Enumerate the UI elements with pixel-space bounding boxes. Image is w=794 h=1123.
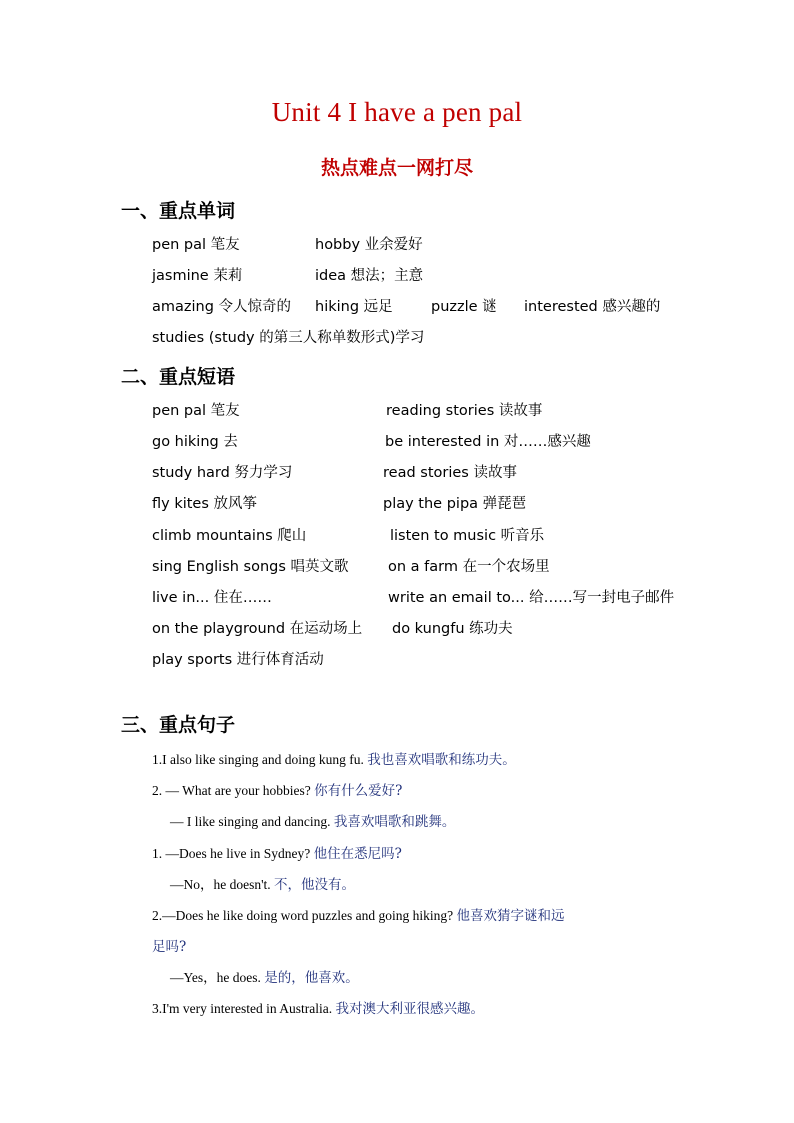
sentence-line: [152, 749, 516, 771]
vocab-item: hiking 远足: [315, 299, 393, 315]
phrase-item: climb mountains 爬山: [152, 528, 307, 544]
phrase-row: [0, 556, 794, 578]
sentence-line: [170, 811, 455, 833]
phrase-item: study hard 努力学习: [152, 465, 293, 481]
section-heading-key-phrases: 二、重点短语: [121, 366, 236, 388]
sentence-line: [152, 998, 484, 1020]
sentence-chinese: 是的，他喜欢。: [264, 970, 359, 986]
phrase-item: be interested in 对……感兴趣: [385, 434, 591, 450]
sentence-line: [170, 967, 359, 989]
vocab-item: pen pal 笔友: [152, 237, 240, 253]
phrase-row: [0, 525, 794, 547]
sentence-chinese: 他住在悉尼吗?: [313, 846, 402, 862]
sentence-chinese: 不，他没有。: [274, 877, 356, 893]
page-title: Unit 4 I have a pen pal: [271, 97, 523, 127]
phrase-item: fly kites 放风筝: [152, 496, 258, 512]
sentence-line: [152, 936, 186, 958]
sentence-chinese: 我对澳大利亚很感兴趣。: [335, 1001, 485, 1017]
sentence-chinese: 你有什么爱好?: [314, 783, 403, 799]
vocab-item: studies (study 的第三人称单数形式)学习: [152, 330, 425, 346]
vocab-row: [0, 327, 794, 349]
phrase-row: [0, 400, 794, 422]
sentence-chinese: 我也喜欢唱歌和练功夫。: [367, 752, 516, 768]
phrase-row: [0, 493, 794, 515]
vocab-item: amazing 令人惊奇的: [152, 299, 292, 315]
vocab-item: puzzle 谜: [431, 299, 497, 315]
sentence-chinese: 我喜欢唱歌和跳舞。: [333, 814, 456, 830]
phrase-item: pen pal 笔友: [152, 403, 240, 419]
phrase-row: [0, 431, 794, 453]
phrase-item: listen to music 听音乐: [390, 528, 545, 544]
sentence-line: [152, 905, 564, 927]
phrase-item: read stories 读故事: [383, 465, 517, 481]
sentence-chinese: 他喜欢猜字谜和远: [456, 908, 565, 924]
sentence-chinese: 足吗?: [152, 939, 187, 955]
phrase-row: [0, 587, 794, 609]
phrase-item: do kungfu 练功夫: [392, 621, 513, 637]
phrase-item: play sports 进行体育活动: [152, 652, 324, 668]
sentence-english: 2. — What are your hobbies?: [152, 783, 315, 798]
phrase-item: live in... 住在……: [152, 590, 272, 606]
vocab-row: [0, 296, 794, 318]
sentence-english: —Yes，he does.: [170, 970, 265, 985]
sentence-english: 1. —Does he live in Sydney?: [152, 846, 314, 861]
page-subtitle: 热点难点一网打尽: [320, 157, 473, 179]
phrase-item: go hiking 去: [152, 434, 238, 450]
sentence-english: —No，he doesn't.: [170, 877, 275, 892]
phrase-row: [0, 649, 794, 671]
sentence-english: 2.—Does he like doing word puzzles and going hiking?: [152, 908, 457, 923]
section-heading-key-sentences: 三、重点句子: [121, 714, 236, 736]
vocab-item: hobby 业余爱好: [315, 237, 423, 253]
sentence-line: [170, 874, 355, 896]
phrase-item: play the pipa 弹琵琶: [383, 496, 527, 512]
sentence-english: 1.I also like singing and doing kung fu.: [152, 752, 368, 767]
phrase-item: on the playground 在运动场上: [152, 621, 363, 637]
phrase-item: write an email to... 给……写一封电子邮件: [388, 590, 675, 606]
phrase-item: on a farm 在一个农场里: [388, 559, 550, 575]
vocab-item: jasmine 茉莉: [152, 268, 243, 284]
vocab-row: [0, 265, 794, 287]
sentence-line: [152, 780, 402, 802]
phrase-item: sing English songs 唱英文歌: [152, 559, 349, 575]
sentence-english: 3.I'm very interested in Australia.: [152, 1001, 336, 1016]
section-heading-key-words: 一、重点单词: [121, 200, 236, 222]
phrase-row: [0, 618, 794, 640]
vocab-item: interested 感兴趣的: [524, 299, 661, 315]
sentence-line: [152, 843, 402, 865]
vocab-item: idea 想法；主意: [315, 268, 424, 284]
vocab-row: [0, 234, 794, 256]
phrase-row: [0, 462, 794, 484]
phrase-item: reading stories 读故事: [386, 403, 543, 419]
sentence-english: — I like singing and dancing.: [170, 814, 334, 829]
